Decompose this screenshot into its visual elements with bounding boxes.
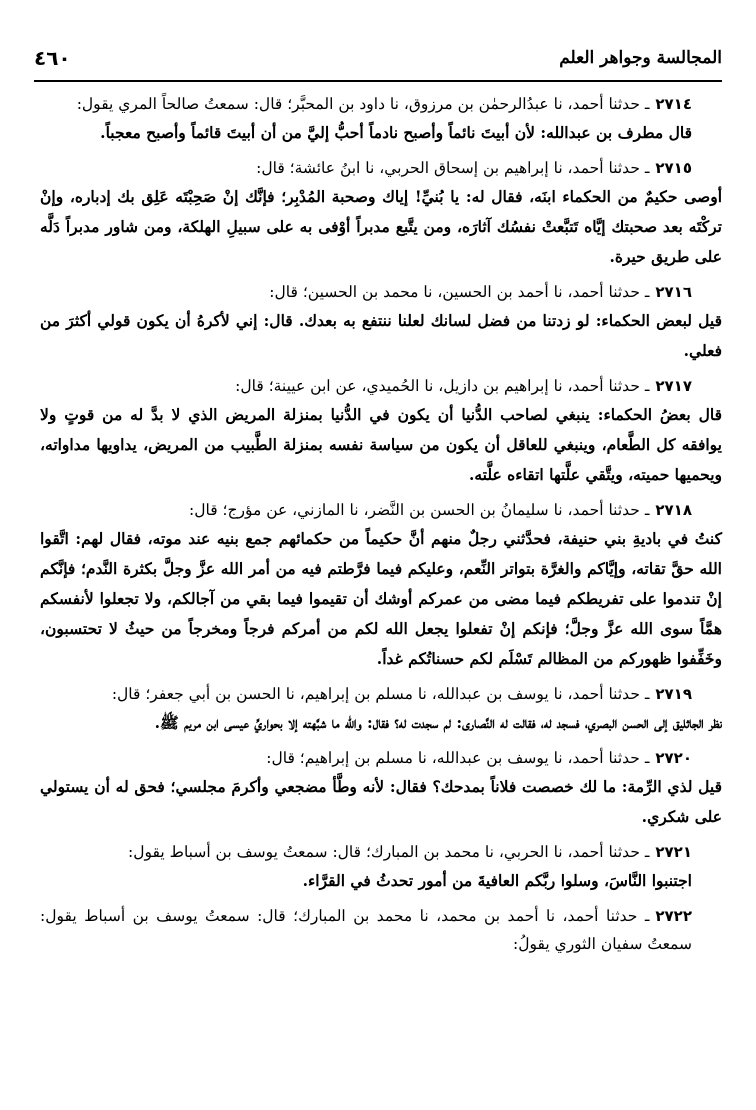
isnad-chain: ـ حدثنا أحمد، نا أحمد بن محمد، نا محمد بن المبارك؛ قال: سمعتُ يوسف بن أسباط يقول: سمعتُ سفيان الثوري يقولُ: <box>40 907 692 953</box>
entry-2718 <box>40 496 722 674</box>
entry-number: ٢٧١٥ <box>655 159 692 177</box>
entry-2722 <box>40 902 722 958</box>
isnad-chain: ـ حدثنا أحمد، نا أحمد بن الحسين، نا محمد بن الحسين؛ قال: <box>269 283 650 301</box>
matn-text: نظر الجاثليق إلى الحسن البصري، فسجد له، فقالت له النَّصارى: لم سجدت له؟ فقال: والله ما شبَّهته إلا بحواريِّ عيسى ابن مريم ﷺ. <box>154 713 722 732</box>
isnad-text <box>40 902 722 958</box>
matn-text: قال مطرف بن عبدالله: لأن أبيتَ نائماً وأصبح نادماً أحبُّ إليَّ من أن أبيتَ قائماً وأصبح معجباً. <box>100 123 692 142</box>
matn-text: أوصى حكيمٌ من الحكماء ابنَه، فقال له: يا بُنيِّ! إياك وصحبة المُدْبِر؛ فإنَّك إنْ صَحِبْتَه عَلِق بك إدباره، وإنْ تركْتَه بعد صحبتك إيَّاه تَتبَّعتْ نفسُك آثارَه، ومن يتَّبع مدبراً أوْفى به على سبيلِ الهلكة، ومن شاور مدبراً دَلَّه على طريق حيرة. <box>40 187 722 266</box>
isnad-text <box>40 278 722 306</box>
page-body <box>40 90 722 962</box>
entry-2720 <box>40 744 722 832</box>
header-rule <box>34 80 722 82</box>
page-number: ٤٦٠ <box>34 46 71 70</box>
matn-text: قال بعضُ الحكماء: ينبغي لصاحب الدُّنيا أن يكون في الدُّنيا بمنزلة المريض الذي لا بدَّ له من قوتٍ ولا يوافقه كل الطَّعام، وينبغي للعاقل أن يكون من سياسة نفسه بمنزلة الطَّبيب من المريض، يداويها مداواته، ويحميها حميته، ويتَّقي علَّتها اتقاءه علَّته. <box>40 405 722 484</box>
entry-number: ٢٧١٩ <box>655 685 692 703</box>
page-header <box>34 40 722 76</box>
isnad-text <box>40 496 722 524</box>
entry-number: ٢٧١٨ <box>655 501 692 519</box>
book-title: المجالسة وجواهر العلم <box>559 48 722 68</box>
isnad-text <box>40 372 722 400</box>
matn-text: اجتنبوا النَّاسَ، وسلوا ربَّكم العافيةَ من أمور تحدثُ في القرَّاء. <box>302 871 692 890</box>
isnad-chain: ـ حدثنا أحمد، نا سليمانُ بن الحسن بن النَّضر، نا المازني، عن مؤرج؛ قال: <box>189 501 650 519</box>
entry-number: ٢٧٢١ <box>655 843 692 861</box>
entry-2721 <box>40 838 722 896</box>
isnad-chain: ـ حدثنا أحمد، نا إبراهيم بن إسحاق الحربي، نا ابنُ عائشة؛ قال: <box>256 159 650 177</box>
entry-2719 <box>40 680 722 738</box>
matn-text: قيل لبعض الحكماء: لو زدتنا من فضل لسانك لعلنا ننتفع به بعدك. قال: إني لأكرهُ أن يكون قولي أكثرَ من فعلي. <box>40 311 722 360</box>
entry-number: ٢٧٢٢ <box>655 907 692 925</box>
entry-number: ٢٧١٤ <box>655 95 692 113</box>
isnad-text <box>40 90 722 118</box>
isnad-chain: ـ حدثنا أحمد، نا الحربي، نا محمد بن المبارك؛ قال: سمعتُ يوسف بن أسباط يقول: <box>128 843 650 861</box>
entry-2714 <box>40 90 722 148</box>
isnad-text <box>40 838 722 866</box>
matn-text: قيل لذي الرِّمة: ما لك خصصت فلاناً بمدحك؟ فقال: لأنه وطَّأ مضجعي وأكرمَ مجلسي؛ فحق له أن يستولي على شكري. <box>40 777 722 826</box>
entry-2715 <box>40 154 722 272</box>
isnad-text <box>40 680 722 708</box>
isnad-text <box>40 154 722 182</box>
isnad-chain: ـ حدثنا أحمد، نا عبدُالرحمٰن بن مرزوق، نا داود بن المحبَّر؛ قال: سمعتُ صالحاً المري يقول: <box>76 95 650 113</box>
isnad-chain: ـ حدثنا أحمد، نا يوسف بن عبدالله، نا مسلم بن إبراهيم، نا الحسن بن أبي جعفر؛ قال: <box>111 685 650 703</box>
matn-text: كنتُ في باديةِ بني حنيفة، فحدَّثني رجلٌ منهم أنَّ حكيماً من حكمائهم جمع بنيه عند موته، فقال لهم: اتَّقوا الله حقَّ تقاته، وإيَّاكم والغرَّة بتواتر النِّعم، وعليكم فيما فرَّطتم فيه من أمر الله عزَّ وجلَّ بكثرة النَّدم؛ فإنَّكم إنْ تندموا على تفريطكم فيما مضى من عمركم أوشك أن تقيموا فيما بقي من آجالكم، ولا تجعلوا لأنفسكم همَّاً سوى الله عزَّ وجلَّ؛ فإنكم إنْ تفعلوا يجعل الله لكم من أمركم فرجاً ومخرجاً من حيثُ لا تحتسبون، وخَفِّفوا ظهوركم من المظالم تَسْلَم لكم حسناتُكم غداً. <box>40 529 722 668</box>
entry-2716 <box>40 278 722 366</box>
isnad-chain: ـ حدثنا أحمد، نا إبراهيم بن دازيل، نا الحُميدي، عن ابن عيينة؛ قال: <box>235 377 650 395</box>
entry-number: ٢٧١٦ <box>655 283 692 301</box>
isnad-chain: ـ حدثنا أحمد، نا يوسف بن عبدالله، نا مسلم بن إبراهيم؛ قال: <box>266 749 650 767</box>
entry-2717 <box>40 372 722 490</box>
isnad-text <box>40 744 722 772</box>
entry-number: ٢٧١٧ <box>655 377 692 395</box>
entry-number: ٢٧٢٠ <box>655 749 692 767</box>
